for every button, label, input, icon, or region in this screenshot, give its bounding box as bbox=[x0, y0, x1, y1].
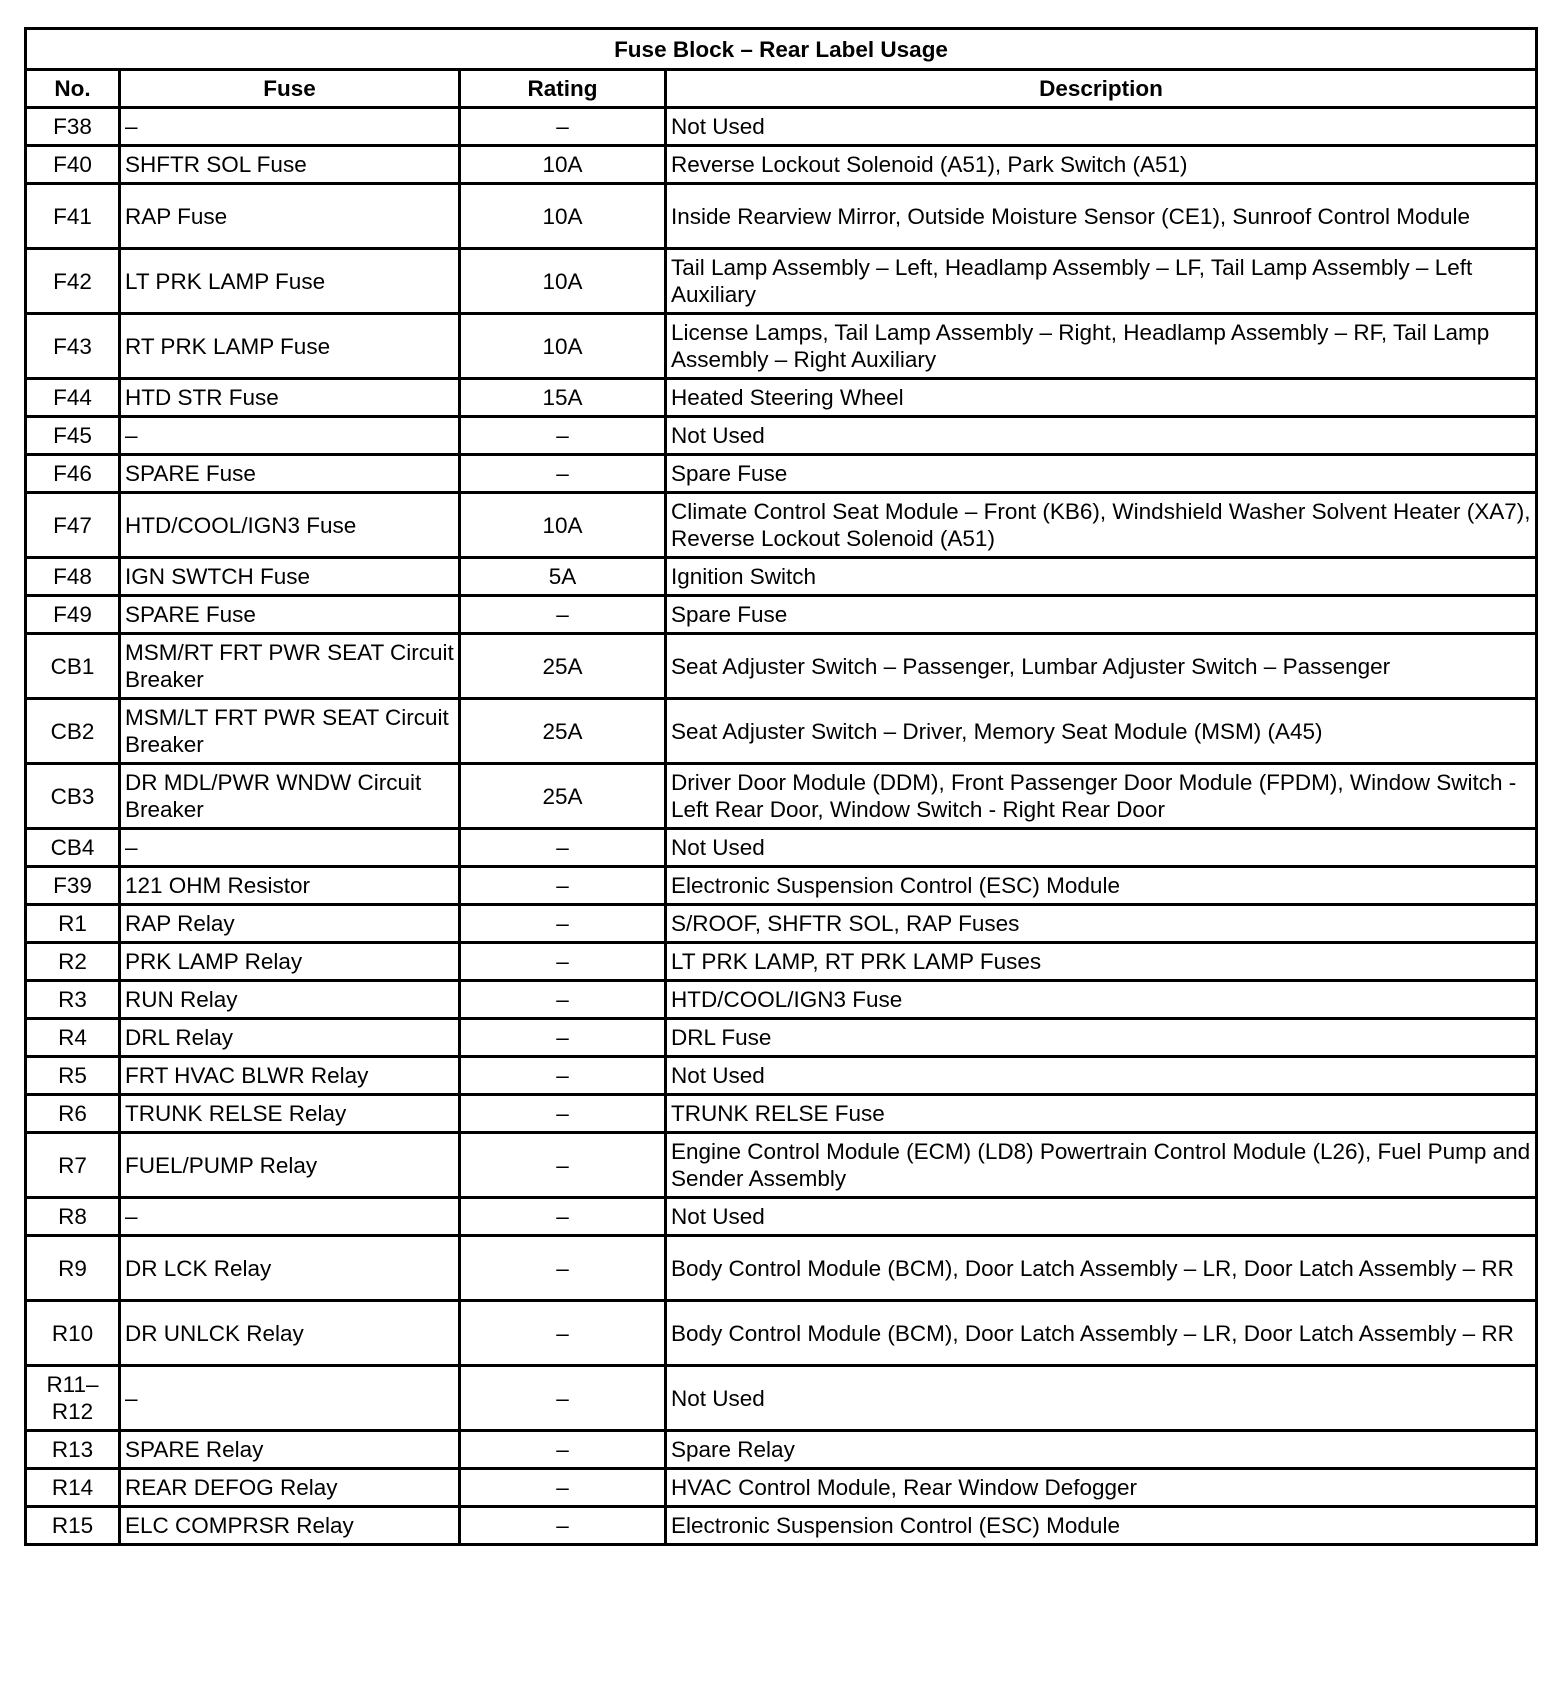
row-rating: – bbox=[460, 596, 666, 634]
row-description: Driver Door Module (DDM), Front Passenger Door Module (FPDM), Window Switch - Left Rear Door, Window Switch - Right Rear Door bbox=[666, 764, 1537, 829]
row-fuse: DR UNLCK Relay bbox=[120, 1301, 460, 1366]
row-number: CB2 bbox=[26, 699, 120, 764]
row-number: F47 bbox=[26, 493, 120, 558]
row-number: CB1 bbox=[26, 634, 120, 699]
row-number: F49 bbox=[26, 596, 120, 634]
row-number: F40 bbox=[26, 146, 120, 184]
row-number: F48 bbox=[26, 558, 120, 596]
row-description: Seat Adjuster Switch – Passenger, Lumbar Adjuster Switch – Passenger bbox=[666, 634, 1537, 699]
row-number: R2 bbox=[26, 943, 120, 981]
table-row bbox=[26, 634, 1537, 699]
row-rating: 10A bbox=[460, 314, 666, 379]
row-number: R8 bbox=[26, 1198, 120, 1236]
row-rating: 10A bbox=[460, 146, 666, 184]
row-description: Ignition Switch bbox=[666, 558, 1537, 596]
row-number: F44 bbox=[26, 379, 120, 417]
row-fuse: SHFTR SOL Fuse bbox=[120, 146, 460, 184]
row-rating: 15A bbox=[460, 379, 666, 417]
row-number: CB3 bbox=[26, 764, 120, 829]
row-description: Not Used bbox=[666, 1198, 1537, 1236]
row-rating: 25A bbox=[460, 634, 666, 699]
row-description: Heated Steering Wheel bbox=[666, 379, 1537, 417]
table-row bbox=[26, 1198, 1537, 1236]
row-rating: – bbox=[460, 1133, 666, 1198]
row-number: CB4 bbox=[26, 829, 120, 867]
row-number: F42 bbox=[26, 249, 120, 314]
row-rating: – bbox=[460, 1431, 666, 1469]
row-rating: – bbox=[460, 1198, 666, 1236]
row-description: License Lamps, Tail Lamp Assembly – Right, Headlamp Assembly – RF, Tail Lamp Assembly – Right Auxiliary bbox=[666, 314, 1537, 379]
row-rating: – bbox=[460, 1019, 666, 1057]
row-number: R9 bbox=[26, 1236, 120, 1301]
row-number: R13 bbox=[26, 1431, 120, 1469]
row-fuse: RUN Relay bbox=[120, 981, 460, 1019]
row-rating: – bbox=[460, 867, 666, 905]
table-row bbox=[26, 764, 1537, 829]
row-number: R5 bbox=[26, 1057, 120, 1095]
row-number: R3 bbox=[26, 981, 120, 1019]
row-description: Spare Relay bbox=[666, 1431, 1537, 1469]
row-fuse: DR LCK Relay bbox=[120, 1236, 460, 1301]
row-rating: – bbox=[460, 1366, 666, 1431]
row-fuse: – bbox=[120, 1366, 460, 1431]
table-row bbox=[26, 867, 1537, 905]
table-row bbox=[26, 184, 1537, 249]
row-description: Electronic Suspension Control (ESC) Module bbox=[666, 1507, 1537, 1545]
row-fuse: – bbox=[120, 417, 460, 455]
row-rating: – bbox=[460, 1236, 666, 1301]
row-description: Spare Fuse bbox=[666, 596, 1537, 634]
row-fuse: HTD/COOL/IGN3 Fuse bbox=[120, 493, 460, 558]
row-rating: – bbox=[460, 829, 666, 867]
row-fuse: REAR DEFOG Relay bbox=[120, 1469, 460, 1507]
row-fuse: FRT HVAC BLWR Relay bbox=[120, 1057, 460, 1095]
row-fuse: – bbox=[120, 1198, 460, 1236]
row-fuse: LT PRK LAMP Fuse bbox=[120, 249, 460, 314]
table-row bbox=[26, 1019, 1537, 1057]
row-fuse: ELC COMPRSR Relay bbox=[120, 1507, 460, 1545]
row-rating: – bbox=[460, 108, 666, 146]
header-rating: Rating bbox=[460, 70, 666, 108]
row-rating: – bbox=[460, 1057, 666, 1095]
row-number: F38 bbox=[26, 108, 120, 146]
table-row bbox=[26, 905, 1537, 943]
row-description: Engine Control Module (ECM) (LD8) Powertrain Control Module (L26), Fuel Pump and Sender Assembly bbox=[666, 1133, 1537, 1198]
row-rating: 10A bbox=[460, 493, 666, 558]
header-description: Description bbox=[666, 70, 1537, 108]
row-rating: – bbox=[460, 455, 666, 493]
row-rating: 25A bbox=[460, 764, 666, 829]
header-row bbox=[26, 70, 1537, 108]
row-fuse: 121 OHM Resistor bbox=[120, 867, 460, 905]
row-description: Inside Rearview Mirror, Outside Moisture Sensor (CE1), Sunroof Control Module bbox=[666, 184, 1537, 249]
header-fuse: Fuse bbox=[120, 70, 460, 108]
table-row bbox=[26, 1469, 1537, 1507]
row-description: Tail Lamp Assembly – Left, Headlamp Assembly – LF, Tail Lamp Assembly – Left Auxiliary bbox=[666, 249, 1537, 314]
row-number: R7 bbox=[26, 1133, 120, 1198]
table-title-row bbox=[26, 29, 1537, 70]
table-row bbox=[26, 1507, 1537, 1545]
row-rating: – bbox=[460, 1469, 666, 1507]
row-fuse: RT PRK LAMP Fuse bbox=[120, 314, 460, 379]
row-rating: – bbox=[460, 1095, 666, 1133]
row-rating: – bbox=[460, 905, 666, 943]
row-fuse: DR MDL/PWR WNDW Circuit Breaker bbox=[120, 764, 460, 829]
row-rating: – bbox=[460, 417, 666, 455]
table-title: Fuse Block – Rear Label Usage bbox=[26, 29, 1537, 70]
row-number: R4 bbox=[26, 1019, 120, 1057]
row-description: Not Used bbox=[666, 108, 1537, 146]
row-number: R1 bbox=[26, 905, 120, 943]
table-row bbox=[26, 981, 1537, 1019]
row-number: F39 bbox=[26, 867, 120, 905]
row-fuse: – bbox=[120, 108, 460, 146]
table-body bbox=[26, 108, 1537, 1545]
row-fuse: SPARE Fuse bbox=[120, 596, 460, 634]
row-description: Not Used bbox=[666, 1057, 1537, 1095]
row-fuse: TRUNK RELSE Relay bbox=[120, 1095, 460, 1133]
row-rating: 5A bbox=[460, 558, 666, 596]
row-rating: 10A bbox=[460, 184, 666, 249]
table-row bbox=[26, 699, 1537, 764]
table-row bbox=[26, 146, 1537, 184]
row-description: HTD/COOL/IGN3 Fuse bbox=[666, 981, 1537, 1019]
row-rating: 10A bbox=[460, 249, 666, 314]
row-fuse: MSM/RT FRT PWR SEAT Circuit Breaker bbox=[120, 634, 460, 699]
row-fuse: MSM/LT FRT PWR SEAT Circuit Breaker bbox=[120, 699, 460, 764]
row-fuse: SPARE Fuse bbox=[120, 455, 460, 493]
table-row bbox=[26, 417, 1537, 455]
row-description: HVAC Control Module, Rear Window Defogger bbox=[666, 1469, 1537, 1507]
row-description: Spare Fuse bbox=[666, 455, 1537, 493]
table-row bbox=[26, 1301, 1537, 1366]
table-row bbox=[26, 1095, 1537, 1133]
row-number: F41 bbox=[26, 184, 120, 249]
row-rating: – bbox=[460, 943, 666, 981]
table-row bbox=[26, 943, 1537, 981]
row-description: Not Used bbox=[666, 417, 1537, 455]
table-row bbox=[26, 455, 1537, 493]
table-row bbox=[26, 314, 1537, 379]
header-no: No. bbox=[26, 70, 120, 108]
row-description: Climate Control Seat Module – Front (KB6), Windshield Washer Solvent Heater (XA7), Reverse Lockout Solenoid (A51) bbox=[666, 493, 1537, 558]
row-number: R15 bbox=[26, 1507, 120, 1545]
row-description: Not Used bbox=[666, 829, 1537, 867]
row-description: Body Control Module (BCM), Door Latch Assembly – LR, Door Latch Assembly – RR bbox=[666, 1301, 1537, 1366]
row-fuse: RAP Relay bbox=[120, 905, 460, 943]
row-number: R6 bbox=[26, 1095, 120, 1133]
row-fuse: IGN SWTCH Fuse bbox=[120, 558, 460, 596]
row-number: R11–R12 bbox=[26, 1366, 120, 1431]
table-row bbox=[26, 1133, 1537, 1198]
row-rating: – bbox=[460, 981, 666, 1019]
row-description: Not Used bbox=[666, 1366, 1537, 1431]
table-row bbox=[26, 493, 1537, 558]
row-rating: – bbox=[460, 1301, 666, 1366]
row-number: R14 bbox=[26, 1469, 120, 1507]
row-fuse: FUEL/PUMP Relay bbox=[120, 1133, 460, 1198]
row-description: LT PRK LAMP, RT PRK LAMP Fuses bbox=[666, 943, 1537, 981]
table-row bbox=[26, 1057, 1537, 1095]
row-description: Reverse Lockout Solenoid (A51), Park Switch (A51) bbox=[666, 146, 1537, 184]
row-fuse: HTD STR Fuse bbox=[120, 379, 460, 417]
row-number: F46 bbox=[26, 455, 120, 493]
row-fuse: SPARE Relay bbox=[120, 1431, 460, 1469]
table-row bbox=[26, 1236, 1537, 1301]
row-fuse: PRK LAMP Relay bbox=[120, 943, 460, 981]
row-description: Body Control Module (BCM), Door Latch Assembly – LR, Door Latch Assembly – RR bbox=[666, 1236, 1537, 1301]
table-row bbox=[26, 249, 1537, 314]
row-fuse: RAP Fuse bbox=[120, 184, 460, 249]
row-number: R10 bbox=[26, 1301, 120, 1366]
table-row bbox=[26, 596, 1537, 634]
row-description: S/ROOF, SHFTR SOL, RAP Fuses bbox=[666, 905, 1537, 943]
row-description: Electronic Suspension Control (ESC) Module bbox=[666, 867, 1537, 905]
row-number: F43 bbox=[26, 314, 120, 379]
table-row bbox=[26, 829, 1537, 867]
table-row bbox=[26, 1431, 1537, 1469]
table-row bbox=[26, 1366, 1537, 1431]
fuse-block-table bbox=[24, 27, 1538, 1546]
row-description: TRUNK RELSE Fuse bbox=[666, 1095, 1537, 1133]
row-fuse: DRL Relay bbox=[120, 1019, 460, 1057]
table-row bbox=[26, 558, 1537, 596]
row-description: Seat Adjuster Switch – Driver, Memory Seat Module (MSM) (A45) bbox=[666, 699, 1537, 764]
row-description: DRL Fuse bbox=[666, 1019, 1537, 1057]
row-rating: – bbox=[460, 1507, 666, 1545]
table-row bbox=[26, 108, 1537, 146]
row-fuse: – bbox=[120, 829, 460, 867]
table-row bbox=[26, 379, 1537, 417]
row-rating: 25A bbox=[460, 699, 666, 764]
row-number: F45 bbox=[26, 417, 120, 455]
